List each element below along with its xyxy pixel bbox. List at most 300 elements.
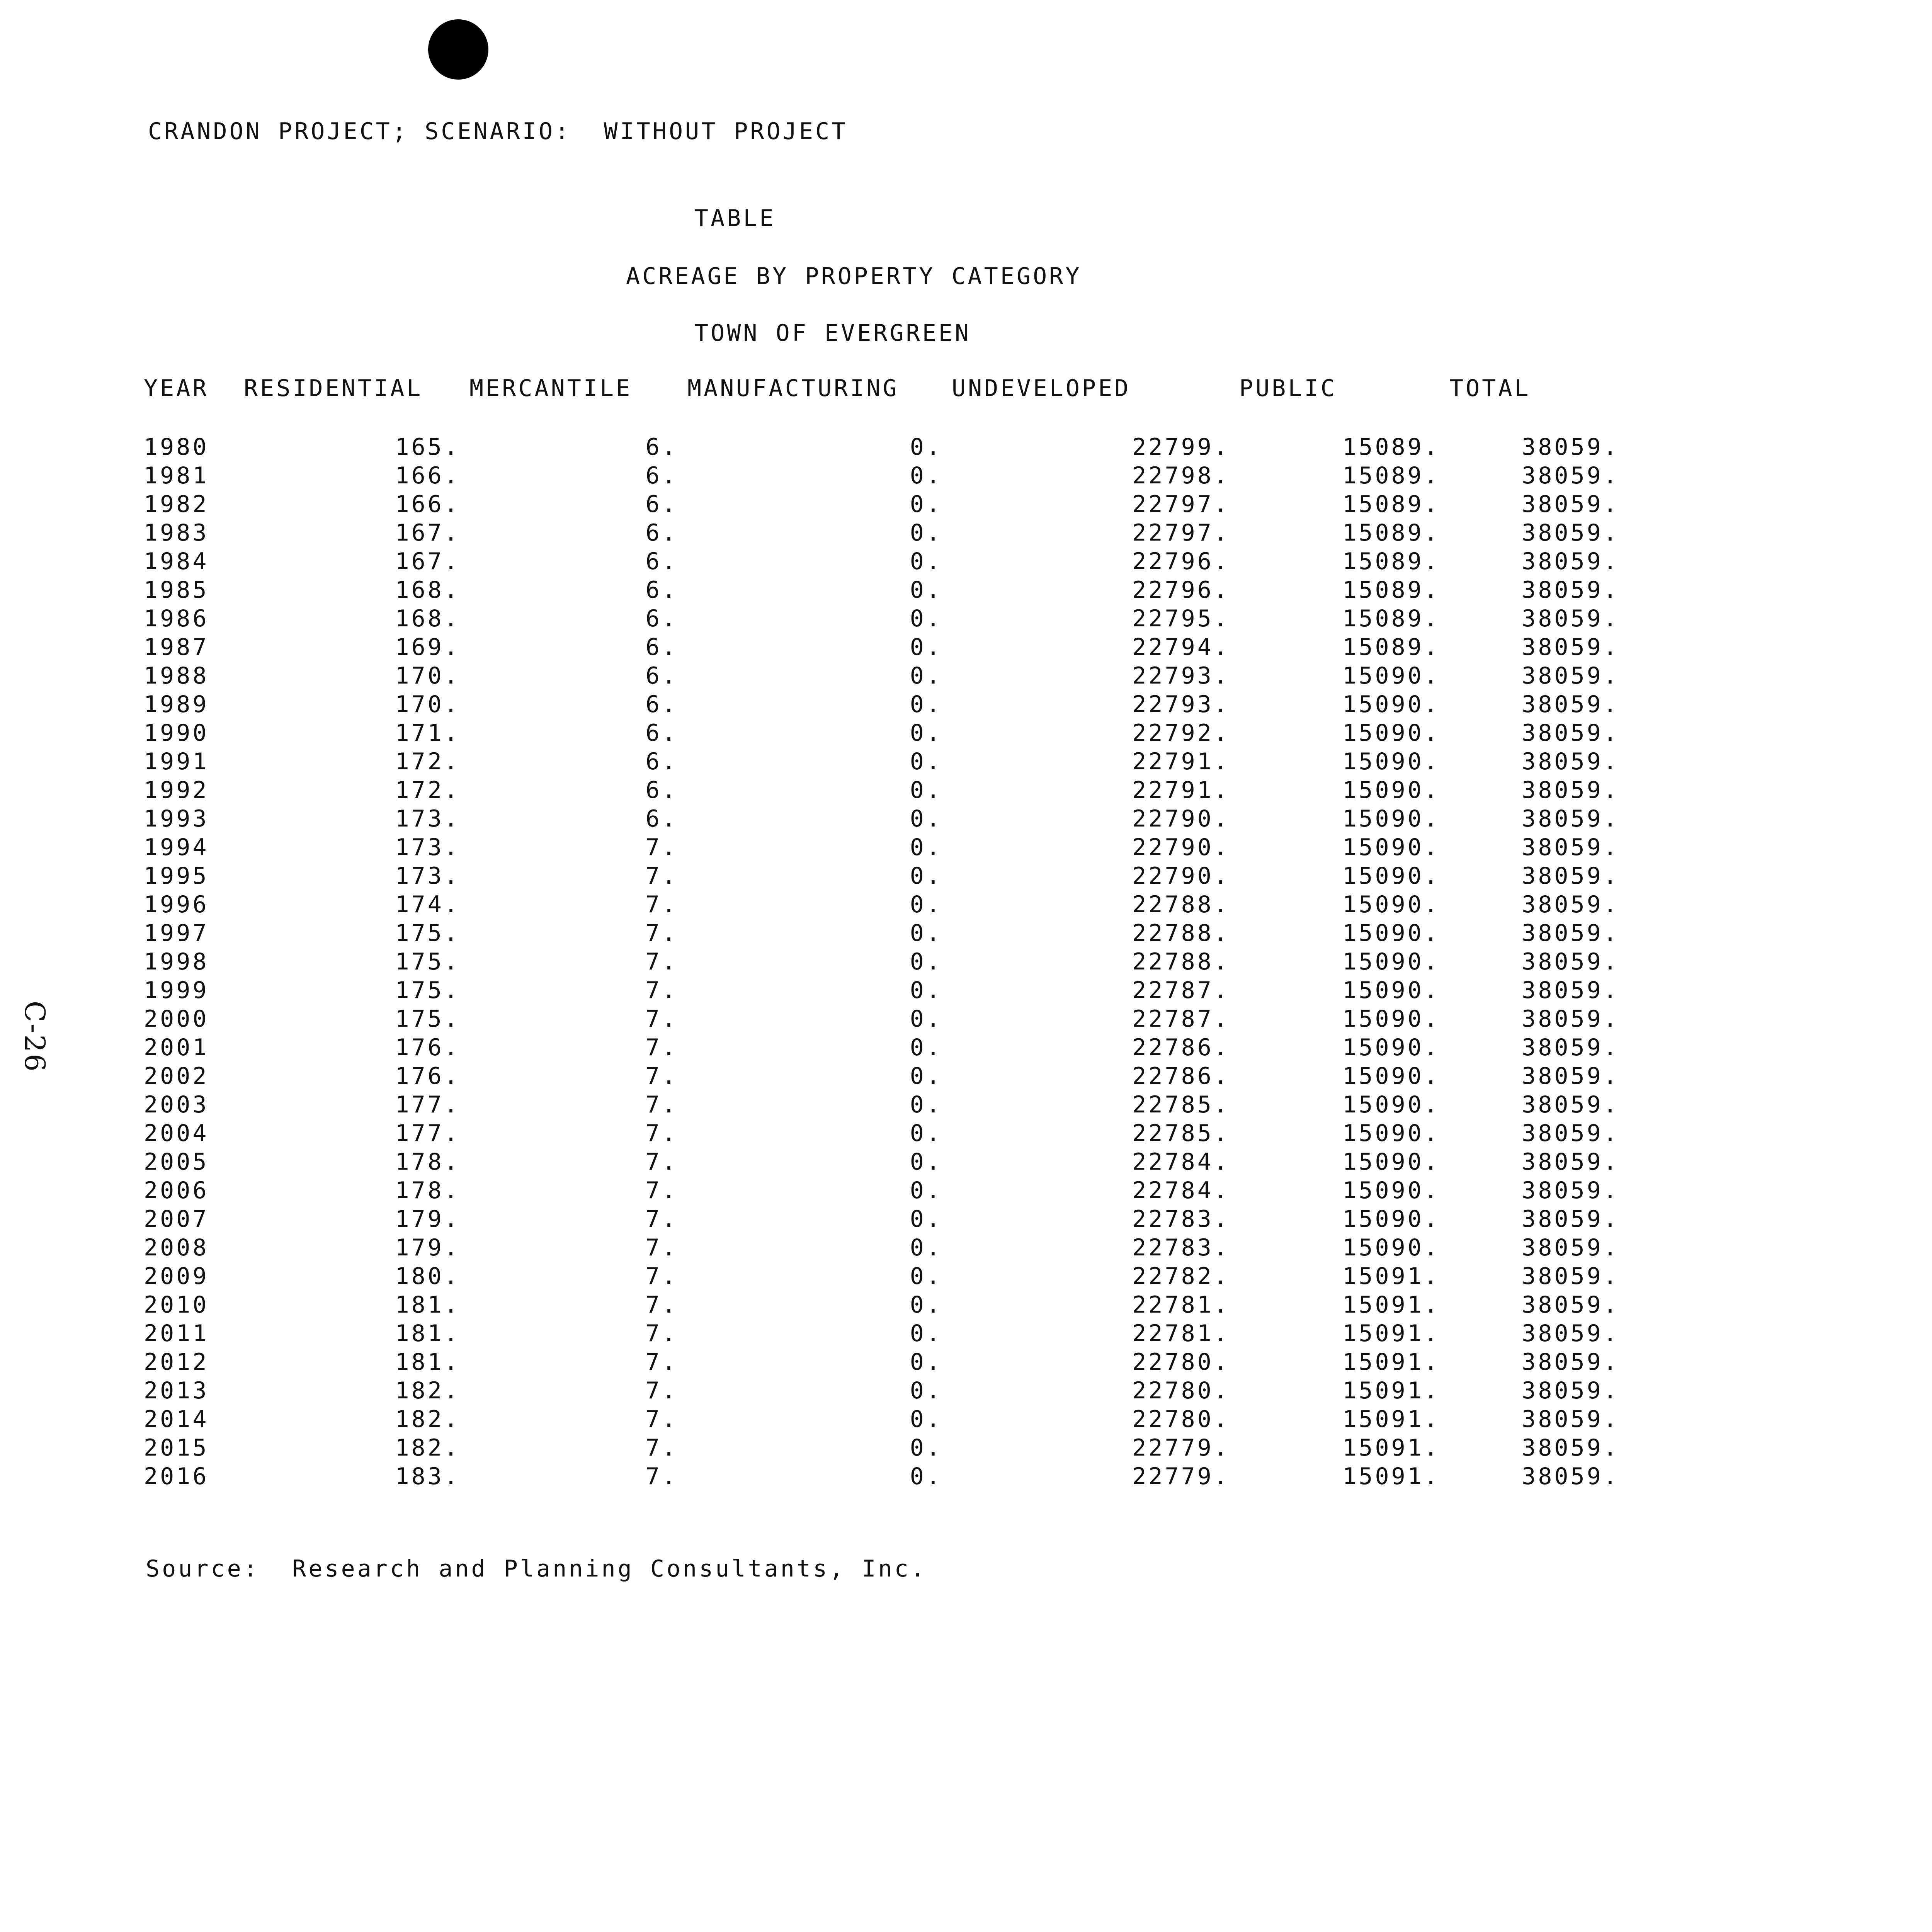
cell-mercantile: 6. <box>645 577 678 604</box>
cell-year: 2008 <box>144 1234 209 1261</box>
table-row <box>139 976 1624 1005</box>
cell-public: 15090. <box>1342 862 1440 889</box>
cell-year: 2006 <box>144 1177 209 1204</box>
cell-public: 15089. <box>1342 605 1440 632</box>
cell-manufacturing: 0. <box>910 1434 942 1461</box>
cell-mercantile: 7. <box>645 1091 678 1118</box>
cell-public: 15089. <box>1342 434 1440 461</box>
cell-public: 15089. <box>1342 462 1440 489</box>
cell-public: 15089. <box>1342 548 1440 575</box>
cell-manufacturing: 0. <box>910 1091 942 1118</box>
table-subtitle: TOWN OF EVERGREEN <box>694 320 971 347</box>
table-row <box>139 804 1624 833</box>
cell-manufacturing: 0. <box>910 1120 942 1147</box>
cell-total: 38059. <box>1522 719 1619 747</box>
cell-year: 1988 <box>144 662 209 689</box>
table-row <box>139 1262 1624 1291</box>
cell-mercantile: 7. <box>645 1463 678 1490</box>
cell-undeveloped: 22794. <box>1132 634 1230 661</box>
cell-manufacturing: 0. <box>910 1005 942 1032</box>
cell-year: 2010 <box>144 1291 209 1318</box>
cell-mercantile: 6. <box>645 462 678 489</box>
cell-manufacturing: 0. <box>910 1206 942 1233</box>
cell-year: 2007 <box>144 1206 209 1233</box>
cell-undeveloped: 22787. <box>1132 1005 1230 1032</box>
column-header-public: PUBLIC <box>1239 375 1337 402</box>
cell-undeveloped: 22785. <box>1132 1091 1230 1118</box>
cell-total: 38059. <box>1522 634 1619 661</box>
cell-mercantile: 6. <box>645 605 678 632</box>
table-label: TABLE <box>694 205 776 232</box>
cell-year: 1991 <box>144 748 209 775</box>
cell-mercantile: 7. <box>645 1148 678 1175</box>
cell-residential: 172. <box>395 748 460 775</box>
cell-residential: 174. <box>395 891 460 918</box>
table-row <box>139 890 1624 919</box>
cell-mercantile: 7. <box>645 920 678 947</box>
cell-total: 38059. <box>1522 1377 1619 1404</box>
cell-mercantile: 6. <box>645 519 678 546</box>
table-row <box>139 1405 1624 1434</box>
cell-total: 38059. <box>1522 662 1619 689</box>
cell-residential: 175. <box>395 1005 460 1032</box>
cell-year: 1997 <box>144 920 209 947</box>
cell-manufacturing: 0. <box>910 1320 942 1347</box>
cell-residential: 178. <box>395 1177 460 1204</box>
cell-year: 1992 <box>144 777 209 804</box>
cell-mercantile: 6. <box>645 491 678 518</box>
cell-total: 38059. <box>1522 1320 1619 1347</box>
cell-manufacturing: 0. <box>910 491 942 518</box>
cell-residential: 179. <box>395 1234 460 1261</box>
cell-total: 38059. <box>1522 862 1619 889</box>
cell-undeveloped: 22788. <box>1132 920 1230 947</box>
cell-manufacturing: 0. <box>910 948 942 975</box>
cell-year: 1994 <box>144 834 209 861</box>
table-row <box>139 690 1624 719</box>
cell-residential: 176. <box>395 1063 460 1090</box>
cell-undeveloped: 22798. <box>1132 462 1230 489</box>
cell-manufacturing: 0. <box>910 1034 942 1061</box>
cell-undeveloped: 22784. <box>1132 1177 1230 1204</box>
cell-total: 38059. <box>1522 691 1619 718</box>
cell-manufacturing: 0. <box>910 862 942 889</box>
source-note: Source: Research and Planning Consultants, Inc. <box>146 1555 927 1582</box>
cell-undeveloped: 22785. <box>1132 1120 1230 1147</box>
cell-residential: 167. <box>395 548 460 575</box>
table-row <box>139 1291 1624 1319</box>
cell-manufacturing: 0. <box>910 1463 942 1490</box>
cell-mercantile: 7. <box>645 1234 678 1261</box>
cell-total: 38059. <box>1522 577 1619 604</box>
cell-public: 15089. <box>1342 519 1440 546</box>
cell-mercantile: 7. <box>645 1177 678 1204</box>
table-header-row <box>139 375 1624 433</box>
cell-undeveloped: 22792. <box>1132 719 1230 747</box>
cell-mercantile: 7. <box>645 1434 678 1461</box>
cell-total: 38059. <box>1522 977 1619 1004</box>
cell-year: 2013 <box>144 1377 209 1404</box>
cell-mercantile: 7. <box>645 1206 678 1233</box>
table-row <box>139 776 1624 804</box>
cell-total: 38059. <box>1522 1063 1619 1090</box>
table-row <box>139 919 1624 947</box>
cell-residential: 179. <box>395 1206 460 1233</box>
cell-residential: 167. <box>395 519 460 546</box>
cell-mercantile: 7. <box>645 1005 678 1032</box>
cell-year: 2011 <box>144 1320 209 1347</box>
cell-public: 15090. <box>1342 805 1440 832</box>
cell-manufacturing: 0. <box>910 577 942 604</box>
cell-mercantile: 7. <box>645 891 678 918</box>
table-row <box>139 1233 1624 1262</box>
cell-undeveloped: 22790. <box>1132 834 1230 861</box>
cell-total: 38059. <box>1522 605 1619 632</box>
cell-residential: 182. <box>395 1406 460 1433</box>
table-row <box>139 1434 1624 1462</box>
cell-manufacturing: 0. <box>910 548 942 575</box>
cell-undeveloped: 22793. <box>1132 662 1230 689</box>
cell-public: 15090. <box>1342 834 1440 861</box>
cell-undeveloped: 22783. <box>1132 1206 1230 1233</box>
cell-residential: 181. <box>395 1320 460 1347</box>
cell-public: 15091. <box>1342 1463 1440 1490</box>
cell-year: 2012 <box>144 1349 209 1376</box>
cell-undeveloped: 22797. <box>1132 491 1230 518</box>
cell-year: 1986 <box>144 605 209 632</box>
cell-residential: 175. <box>395 920 460 947</box>
cell-year: 1984 <box>144 548 209 575</box>
cell-year: 1983 <box>144 519 209 546</box>
table-row <box>139 1205 1624 1233</box>
cell-mercantile: 6. <box>645 662 678 689</box>
cell-public: 15090. <box>1342 691 1440 718</box>
cell-year: 2014 <box>144 1406 209 1433</box>
cell-year: 2015 <box>144 1434 209 1461</box>
punch-hole-left <box>428 19 488 80</box>
table-row <box>139 1319 1624 1348</box>
cell-public: 15090. <box>1342 1034 1440 1061</box>
table-title: ACREAGE BY PROPERTY CATEGORY <box>626 263 1082 290</box>
cell-public: 15090. <box>1342 1206 1440 1233</box>
cell-public: 15091. <box>1342 1291 1440 1318</box>
cell-year: 2004 <box>144 1120 209 1147</box>
cell-mercantile: 7. <box>645 1034 678 1061</box>
cell-total: 38059. <box>1522 834 1619 861</box>
cell-residential: 177. <box>395 1091 460 1118</box>
table-row <box>139 1376 1624 1405</box>
cell-public: 15090. <box>1342 719 1440 747</box>
cell-public: 15090. <box>1342 1091 1440 1118</box>
cell-manufacturing: 0. <box>910 977 942 1004</box>
cell-undeveloped: 22799. <box>1132 434 1230 461</box>
cell-total: 38059. <box>1522 1034 1619 1061</box>
cell-total: 38059. <box>1522 491 1619 518</box>
cell-manufacturing: 0. <box>910 434 942 461</box>
cell-year: 1998 <box>144 948 209 975</box>
cell-mercantile: 6. <box>645 634 678 661</box>
table-row <box>139 747 1624 776</box>
cell-mercantile: 6. <box>645 691 678 718</box>
cell-mercantile: 7. <box>645 1063 678 1090</box>
cell-year: 1980 <box>144 434 209 461</box>
cell-year: 1982 <box>144 491 209 518</box>
cell-residential: 175. <box>395 948 460 975</box>
cell-total: 38059. <box>1522 1406 1619 1433</box>
cell-undeveloped: 22796. <box>1132 577 1230 604</box>
cell-total: 38059. <box>1522 805 1619 832</box>
table-row <box>139 1033 1624 1062</box>
table-row <box>139 633 1624 662</box>
table-row <box>139 604 1624 633</box>
cell-residential: 176. <box>395 1034 460 1061</box>
cell-undeveloped: 22797. <box>1132 519 1230 546</box>
cell-year: 1993 <box>144 805 209 832</box>
table-row <box>139 490 1624 519</box>
table-row <box>139 1462 1624 1491</box>
cell-public: 15089. <box>1342 491 1440 518</box>
column-header-undeveloped: UNDEVELOPED <box>952 375 1131 402</box>
cell-mercantile: 6. <box>645 777 678 804</box>
cell-undeveloped: 22788. <box>1132 891 1230 918</box>
cell-undeveloped: 22788. <box>1132 948 1230 975</box>
table-row <box>139 433 1624 461</box>
table-row <box>139 1062 1624 1090</box>
cell-residential: 169. <box>395 634 460 661</box>
cell-mercantile: 7. <box>645 1406 678 1433</box>
cell-residential: 173. <box>395 834 460 861</box>
cell-total: 38059. <box>1522 948 1619 975</box>
table-row <box>139 1148 1624 1176</box>
cell-undeveloped: 22790. <box>1132 862 1230 889</box>
cell-mercantile: 7. <box>645 977 678 1004</box>
cell-public: 15090. <box>1342 920 1440 947</box>
cell-public: 15090. <box>1342 777 1440 804</box>
cell-public: 15090. <box>1342 1148 1440 1175</box>
cell-manufacturing: 0. <box>910 519 942 546</box>
cell-undeveloped: 22791. <box>1132 748 1230 775</box>
table-body <box>139 433 1624 1491</box>
cell-manufacturing: 0. <box>910 777 942 804</box>
cell-undeveloped: 22780. <box>1132 1349 1230 1376</box>
cell-undeveloped: 22786. <box>1132 1034 1230 1061</box>
cell-manufacturing: 0. <box>910 605 942 632</box>
cell-mercantile: 6. <box>645 719 678 747</box>
cell-undeveloped: 22786. <box>1132 1063 1230 1090</box>
cell-total: 38059. <box>1522 1349 1619 1376</box>
table-row <box>139 833 1624 862</box>
cell-year: 1985 <box>144 577 209 604</box>
cell-total: 38059. <box>1522 1234 1619 1261</box>
cell-year: 1981 <box>144 462 209 489</box>
cell-manufacturing: 0. <box>910 891 942 918</box>
cell-public: 15090. <box>1342 948 1440 975</box>
cell-manufacturing: 0. <box>910 1177 942 1204</box>
cell-total: 38059. <box>1522 1434 1619 1461</box>
cell-undeveloped: 22784. <box>1132 1148 1230 1175</box>
cell-residential: 170. <box>395 691 460 718</box>
cell-total: 38059. <box>1522 1005 1619 1032</box>
cell-public: 15089. <box>1342 577 1440 604</box>
cell-residential: 170. <box>395 662 460 689</box>
cell-residential: 166. <box>395 462 460 489</box>
cell-undeveloped: 22780. <box>1132 1406 1230 1433</box>
project-scenario-heading: CRANDON PROJECT; SCENARIO: WITHOUT PROJECT <box>148 118 848 145</box>
cell-undeveloped: 22781. <box>1132 1291 1230 1318</box>
cell-year: 1995 <box>144 862 209 889</box>
cell-residential: 180. <box>395 1263 460 1290</box>
cell-year: 2000 <box>144 1005 209 1032</box>
table-row <box>139 662 1624 690</box>
cell-undeveloped: 22783. <box>1132 1234 1230 1261</box>
cell-total: 38059. <box>1522 1263 1619 1290</box>
table-row <box>139 1119 1624 1148</box>
cell-public: 15090. <box>1342 891 1440 918</box>
cell-manufacturing: 0. <box>910 1406 942 1433</box>
cell-residential: 166. <box>395 491 460 518</box>
cell-manufacturing: 0. <box>910 634 942 661</box>
cell-undeveloped: 22781. <box>1132 1320 1230 1347</box>
cell-manufacturing: 0. <box>910 1234 942 1261</box>
cell-public: 15091. <box>1342 1263 1440 1290</box>
cell-residential: 168. <box>395 605 460 632</box>
cell-residential: 171. <box>395 719 460 747</box>
cell-undeveloped: 22790. <box>1132 805 1230 832</box>
cell-public: 15091. <box>1342 1320 1440 1347</box>
cell-mercantile: 7. <box>645 1320 678 1347</box>
cell-total: 38059. <box>1522 434 1619 461</box>
cell-year: 2002 <box>144 1063 209 1090</box>
cell-total: 38059. <box>1522 748 1619 775</box>
cell-undeveloped: 22779. <box>1132 1463 1230 1490</box>
table-row <box>139 461 1624 490</box>
cell-total: 38059. <box>1522 1091 1619 1118</box>
cell-manufacturing: 0. <box>910 805 942 832</box>
cell-total: 38059. <box>1522 548 1619 575</box>
column-header-year: YEAR <box>144 375 209 402</box>
cell-residential: 173. <box>395 862 460 889</box>
cell-undeveloped: 22780. <box>1132 1377 1230 1404</box>
table-row <box>139 1005 1624 1033</box>
cell-public: 15090. <box>1342 1177 1440 1204</box>
cell-public: 15090. <box>1342 977 1440 1004</box>
cell-undeveloped: 22782. <box>1132 1263 1230 1290</box>
cell-undeveloped: 22791. <box>1132 777 1230 804</box>
cell-residential: 182. <box>395 1377 460 1404</box>
cell-manufacturing: 0. <box>910 748 942 775</box>
cell-public: 15091. <box>1342 1406 1440 1433</box>
cell-total: 38059. <box>1522 1291 1619 1318</box>
cell-residential: 178. <box>395 1148 460 1175</box>
cell-residential: 181. <box>395 1291 460 1318</box>
column-header-total: TOTAL <box>1449 375 1531 402</box>
cell-residential: 172. <box>395 777 460 804</box>
cell-total: 38059. <box>1522 462 1619 489</box>
cell-year: 1987 <box>144 634 209 661</box>
cell-total: 38059. <box>1522 777 1619 804</box>
page-number: C-26 <box>19 1001 51 1073</box>
cell-year: 2001 <box>144 1034 209 1061</box>
acreage-table <box>139 375 1624 1491</box>
cell-public: 15090. <box>1342 1063 1440 1090</box>
column-header-manufacturing: MANUFACTURING <box>687 375 899 402</box>
cell-residential: 182. <box>395 1434 460 1461</box>
cell-undeveloped: 22796. <box>1132 548 1230 575</box>
cell-residential: 183. <box>395 1463 460 1490</box>
cell-manufacturing: 0. <box>910 1263 942 1290</box>
cell-public: 15089. <box>1342 634 1440 661</box>
cell-residential: 173. <box>395 805 460 832</box>
cell-total: 38059. <box>1522 1148 1619 1175</box>
cell-mercantile: 7. <box>645 1120 678 1147</box>
cell-public: 15091. <box>1342 1349 1440 1376</box>
cell-mercantile: 7. <box>645 862 678 889</box>
cell-residential: 175. <box>395 977 460 1004</box>
cell-total: 38059. <box>1522 1206 1619 1233</box>
cell-year: 2009 <box>144 1263 209 1290</box>
cell-year: 1999 <box>144 977 209 1004</box>
table-row <box>139 519 1624 547</box>
cell-manufacturing: 0. <box>910 719 942 747</box>
cell-undeveloped: 22787. <box>1132 977 1230 1004</box>
cell-mercantile: 7. <box>645 1291 678 1318</box>
cell-year: 1989 <box>144 691 209 718</box>
cell-public: 15090. <box>1342 662 1440 689</box>
cell-public: 15090. <box>1342 1234 1440 1261</box>
cell-mercantile: 6. <box>645 805 678 832</box>
cell-manufacturing: 0. <box>910 662 942 689</box>
cell-manufacturing: 0. <box>910 1377 942 1404</box>
cell-residential: 168. <box>395 577 460 604</box>
cell-mercantile: 6. <box>645 548 678 575</box>
cell-year: 2003 <box>144 1091 209 1118</box>
cell-manufacturing: 0. <box>910 834 942 861</box>
cell-year: 1996 <box>144 891 209 918</box>
cell-manufacturing: 0. <box>910 1148 942 1175</box>
cell-total: 38059. <box>1522 891 1619 918</box>
cell-total: 38059. <box>1522 1120 1619 1147</box>
cell-public: 15090. <box>1342 748 1440 775</box>
cell-mercantile: 7. <box>645 834 678 861</box>
cell-undeveloped: 22779. <box>1132 1434 1230 1461</box>
cell-mercantile: 7. <box>645 1377 678 1404</box>
cell-public: 15090. <box>1342 1005 1440 1032</box>
column-header-mercantile: MERCANTILE <box>469 375 633 402</box>
cell-undeveloped: 22795. <box>1132 605 1230 632</box>
cell-manufacturing: 0. <box>910 1063 942 1090</box>
cell-public: 15091. <box>1342 1434 1440 1461</box>
table-row <box>139 947 1624 976</box>
table-row <box>139 1348 1624 1376</box>
cell-manufacturing: 0. <box>910 691 942 718</box>
cell-residential: 165. <box>395 434 460 461</box>
cell-mercantile: 6. <box>645 748 678 775</box>
cell-total: 38059. <box>1522 1463 1619 1490</box>
cell-mercantile: 6. <box>645 434 678 461</box>
table-row <box>139 862 1624 890</box>
table-row <box>139 1090 1624 1119</box>
cell-total: 38059. <box>1522 1177 1619 1204</box>
table-row <box>139 1176 1624 1205</box>
cell-manufacturing: 0. <box>910 1291 942 1318</box>
cell-mercantile: 7. <box>645 1349 678 1376</box>
cell-public: 15091. <box>1342 1377 1440 1404</box>
cell-manufacturing: 0. <box>910 462 942 489</box>
cell-mercantile: 7. <box>645 948 678 975</box>
cell-public: 15090. <box>1342 1120 1440 1147</box>
table-row <box>139 547 1624 576</box>
column-header-residential: RESIDENTIAL <box>244 375 423 402</box>
